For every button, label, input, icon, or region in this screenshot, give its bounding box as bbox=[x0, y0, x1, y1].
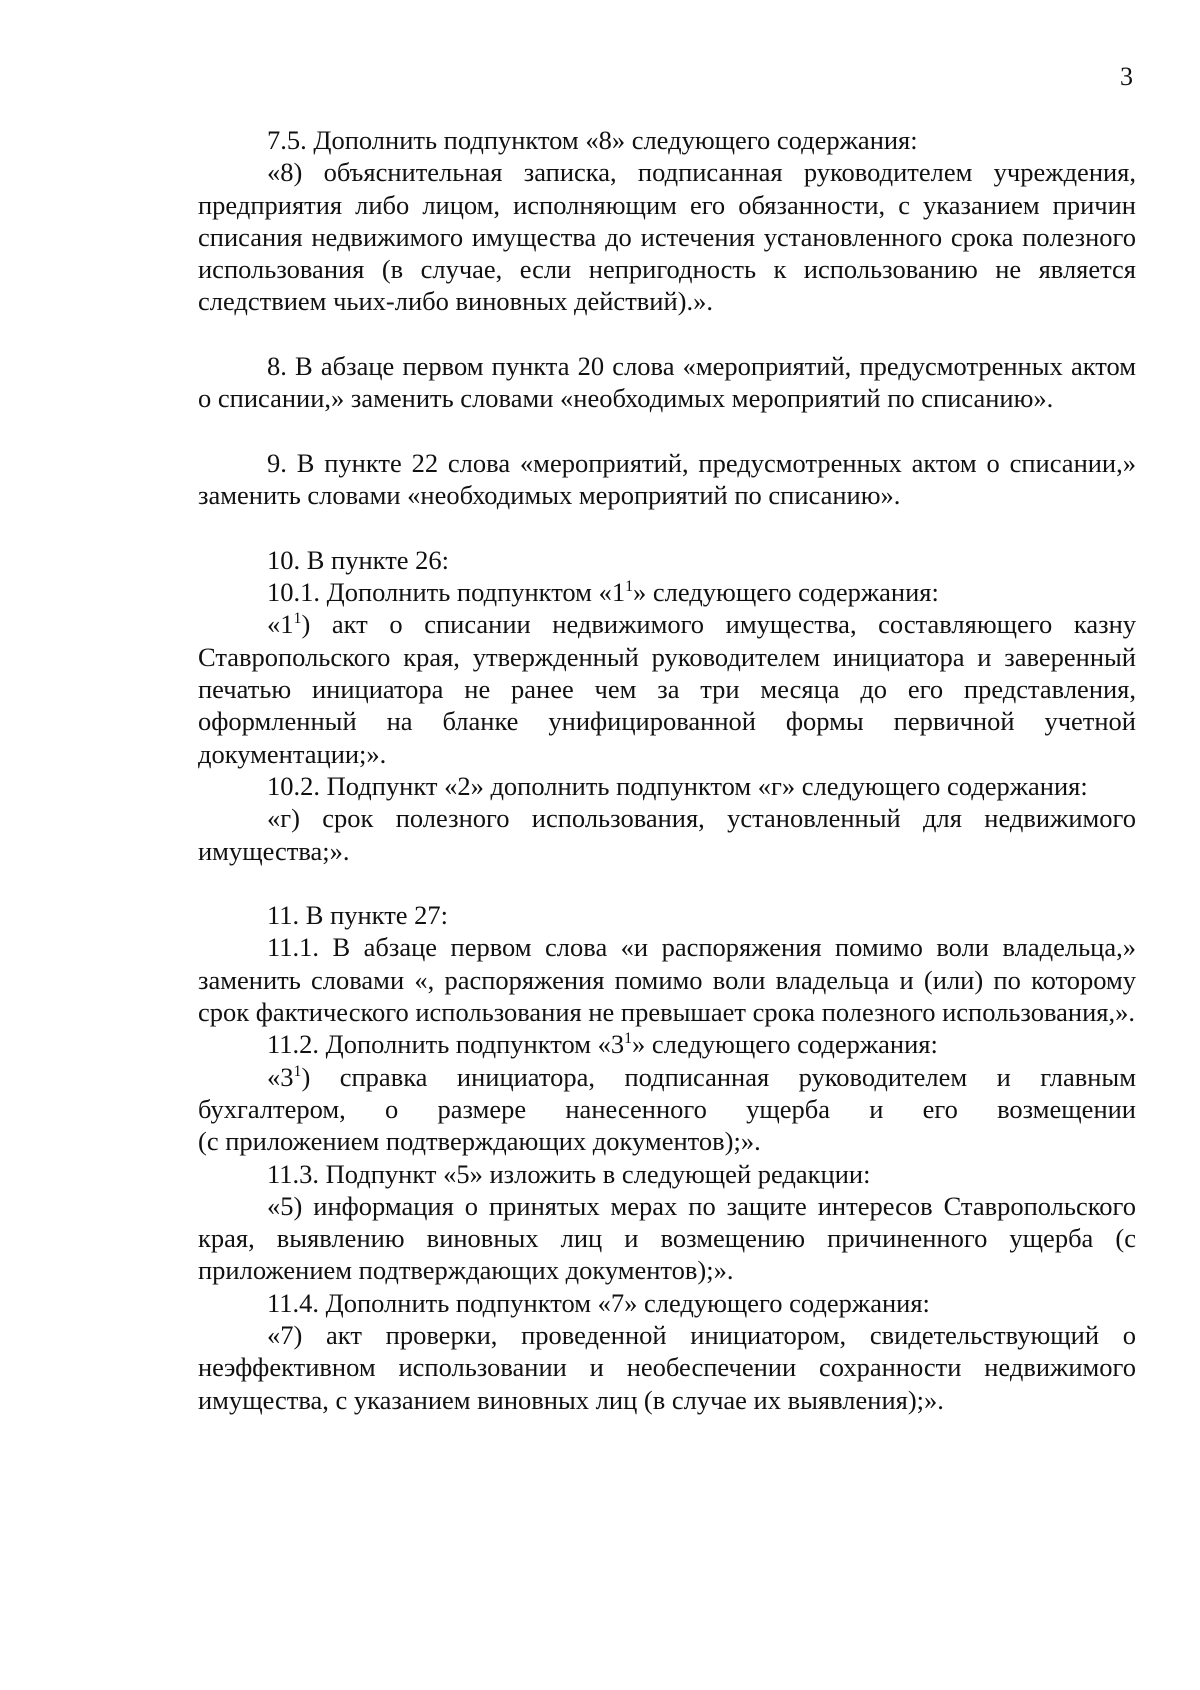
paragraph-9: 9. В пункте 22 слова «мероприятий, предусмотренных актом о списании,» заменить словами «необходимых мероприятий по списанию». bbox=[198, 447, 1136, 511]
paragraph-10-2-text: «г) срок полезного использования, установленный для недвижимого имущества;». bbox=[198, 803, 1136, 866]
paragraph-11-2-part-b: » следующего содержания: bbox=[632, 1029, 938, 1060]
paragraph-10-1-text bbox=[198, 608, 1136, 769]
superscript: 1 bbox=[625, 578, 634, 596]
paragraph-10-1 bbox=[198, 576, 1136, 608]
paragraph-11-4-text: «7) акт проверки, проведенной инициатором, свидетельствующий о неэффективном использовании и необеспечении сохранности недвижимого имущества, с указанием виновных лиц (в случае их выявления);». bbox=[198, 1319, 1136, 1415]
page-number: 3 bbox=[1120, 62, 1133, 91]
paragraph-7-5: 7.5. Дополнить подпунктом «8» следующего содержания: bbox=[267, 125, 918, 155]
paragraph-10-1-text-part-b: ) акт о списании недвижимого имущества, составляющего казну Ставропольского края, утвержденный руководителем инициатора и заверенный печатью инициатора не ранее чем за три месяца до его представления, оформленный на бланке унифицированной формы первичной учетной документации;». bbox=[198, 609, 1136, 769]
superscript: 1 bbox=[293, 610, 302, 628]
paragraph-7-5-text: «8) объяснительная записка, подписанная руководителем учреждения, предприятия либо лицом, исполняющим его обязанности, с указанием причин списания недвижимого имущества до истечения установленного срока полезного использования (в случае, если непригодность к использованию не является следствием чьих-либо виновных действий).». bbox=[198, 157, 1136, 317]
paragraph-11-4: 11.4. Дополнить подпунктом «7» следующего содержания: bbox=[267, 1287, 930, 1318]
paragraph-11-2-text bbox=[198, 1061, 1136, 1126]
superscript: 1 bbox=[624, 1030, 633, 1048]
superscript: 1 bbox=[293, 1062, 302, 1080]
paragraph-11-3: 11.3. Подпункт «5» изложить в следующей редакции: bbox=[267, 1158, 871, 1189]
paragraph-11-2-text-part-b: ) справка инициатора, подписанная руководителем и главным бухгалтером, о размере нанесенного ущерба и его возмещении bbox=[198, 1061, 1136, 1124]
paragraph-11-2 bbox=[198, 1028, 1136, 1060]
paragraph-11-3-text: «5) информация о принятых мерах по защите интересов Ставропольского края, выявлению виновных лиц и возмещению причиненного ущерба (с приложением подтверждающих документов);». bbox=[198, 1190, 1136, 1286]
paragraph-8: 8. В абзаце первом пункта 20 слова «мероприятий, предусмотренных актом о списании,» заменить словами «необходимых мероприятий по списанию». bbox=[198, 351, 1136, 414]
paragraph-10-1-part-b: » следующего содержания: bbox=[633, 577, 939, 608]
paragraph-10-1-text-part-a: «1 bbox=[267, 609, 294, 640]
document-body bbox=[198, 124, 1136, 1416]
paragraph-10-1-part-a: 10.1. Дополнить подпунктом «1 bbox=[267, 577, 626, 608]
paragraph-11: 11. В пункте 27: bbox=[267, 900, 449, 931]
paragraph-10-2: 10.2. Подпункт «2» дополнить подпунктом «г» следующего содержания: bbox=[267, 770, 1088, 801]
paragraph-11-1: 11.1. В абзаце первом слова «и распоряжения помимо воли владельца,» заменить словами «, распоряжения помимо воли владельца и (или) по которому срок фактического использования не превышает срока полезного использования,». bbox=[198, 932, 1136, 1028]
paragraph-10: 10. В пункте 26: bbox=[267, 544, 450, 575]
paragraph-11-2-part-a: 11.2. Дополнить подпунктом «3 bbox=[267, 1029, 625, 1060]
paragraph-11-2-text-continued: (с приложением подтверждающих документов);». bbox=[198, 1126, 761, 1157]
paragraph-11-2-text-part-a: «3 bbox=[267, 1061, 294, 1092]
